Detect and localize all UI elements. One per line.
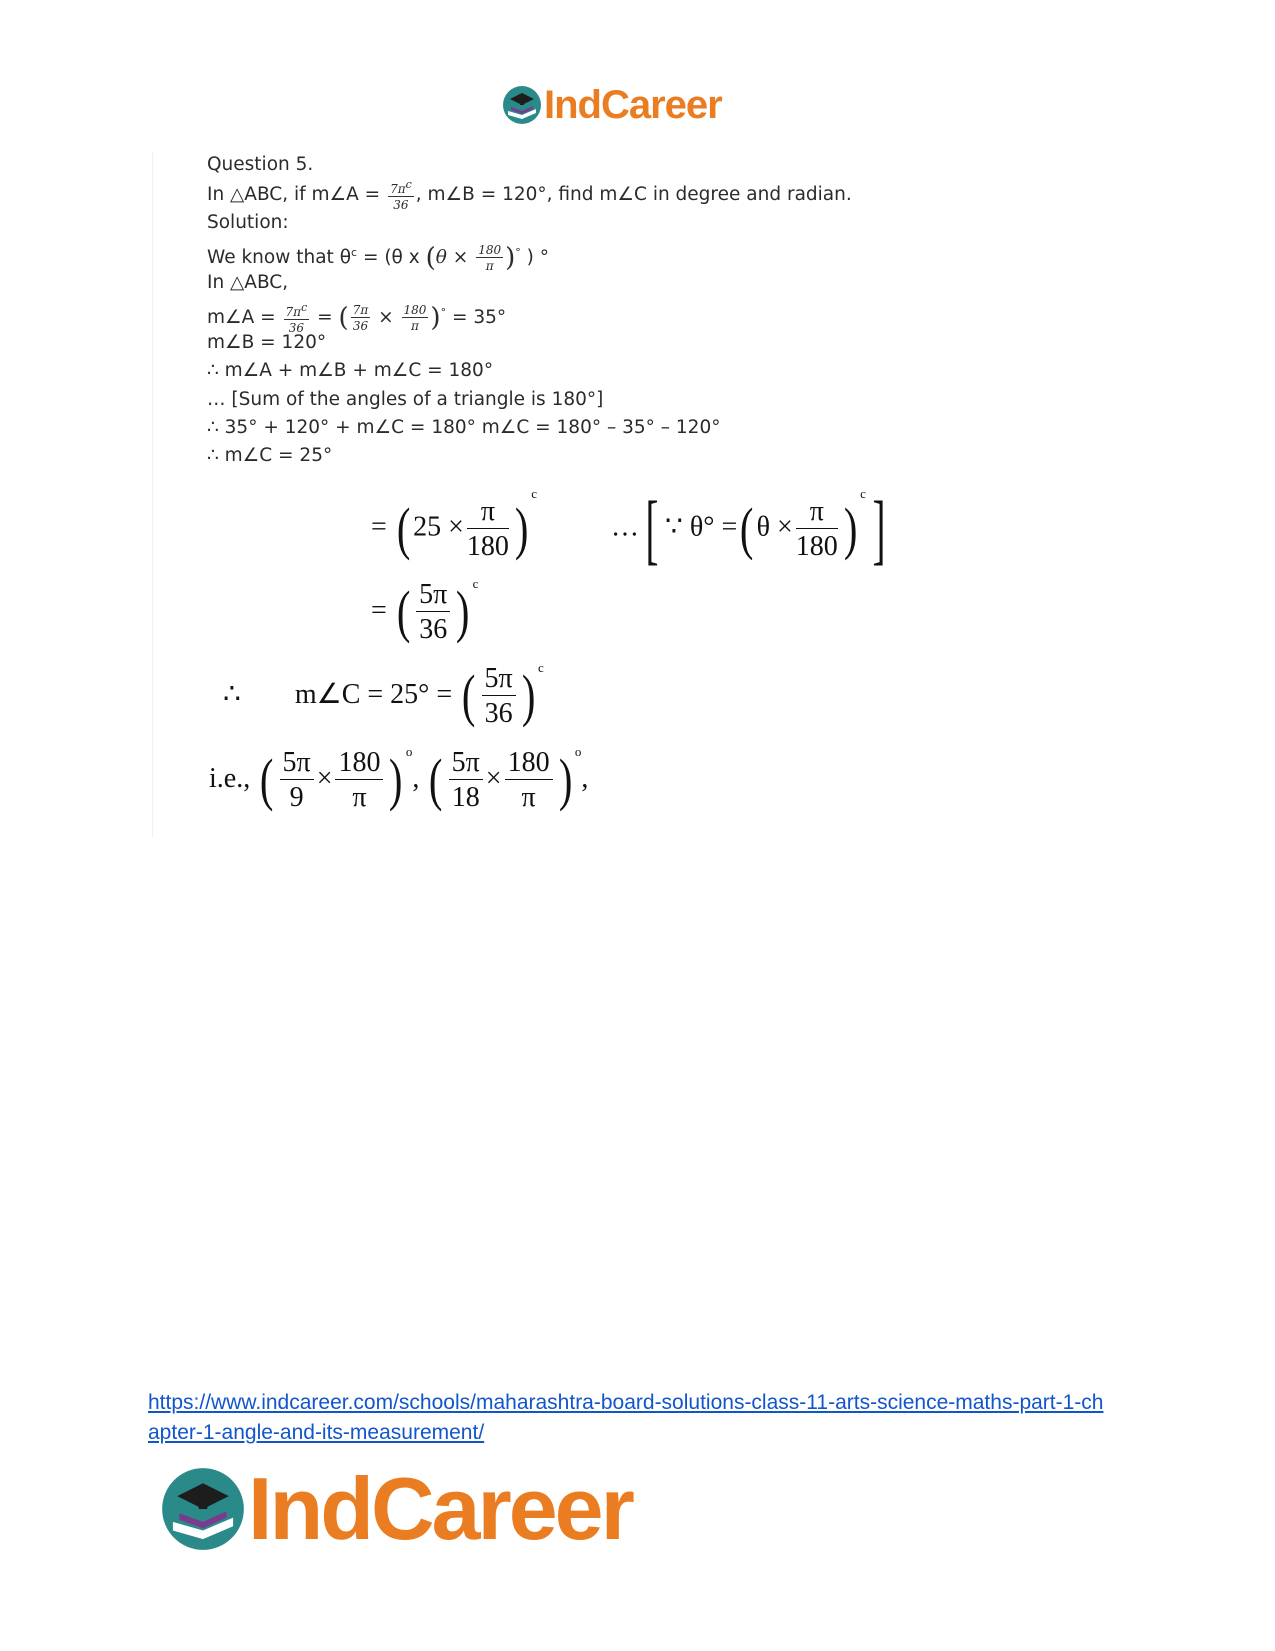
fraction: $\frac{180}{\pi}$ [505,748,553,813]
fraction: $\frac{7\pi c}{36}$ [390,178,412,212]
equation-angle-c: ∴ m∠C = 25° = ( $\frac{5\pi}{36}$ ) $^c$ [223,660,544,730]
fraction: $\frac{\pi}{180}$ [795,495,838,562]
equation-simplified: = ( $\frac{5\pi}{36}$ ) $^c$ [371,576,479,646]
logo-text: IndCareer [544,82,722,127]
graduation-cap-book-icon [160,1466,246,1552]
source-url-link[interactable]: https://www.indcareer.com/schools/maharashtra-board-solutions-class-11-arts-science-maths-part-1-chapter-1-angle-and-its-measurement/ [148,1391,1104,1444]
angle-a-line: m∠A = $\frac{7\pi c}{36}$ = ( $\frac{7\pi}{36}$ × $\frac{180}{\pi}$ )° = 35° [207,301,507,336]
logo-text: IndCareer [248,1459,632,1558]
fraction: $\frac{5\pi}{36}$ [416,580,450,645]
header-logo [502,80,722,130]
footer-logo [160,1459,632,1558]
fraction: $\frac{5\pi}{9}$ [280,748,314,813]
solution-label: Solution: [207,212,289,233]
equation-degree-forms: i.e., ( $\frac{5\pi}{9}$ × $\frac{180}{\pi}$ ) $^o$, ( $\frac{5\pi}{18}$ × $\frac{180}{\pi}$ ) $^o$, [209,744,589,814]
sum-line: ∴ m∠A + m∠B + m∠C = 180° [207,360,494,381]
fraction: $\frac{180}{\pi}$ [403,303,427,334]
fraction: $\frac{5\pi}{18}$ [449,748,483,813]
equation-radian-conversion: = ( 25 × $\frac{\pi}{180}$ )$^c$ …[ ∵ θ° =( θ × $\frac{\pi}{180}$ )$^c$] [371,485,886,572]
triangle-line: In △ABC, [207,272,289,293]
fraction: $\frac{5\pi}{36}$ [482,664,516,729]
fraction: $\frac{180}{\pi}$ [478,243,502,274]
reason-line: … [Sum of the angles of a triangle is 180°] [207,389,604,410]
calc-line: ∴ 35° + 120° + m∠C = 180° m∠C = 180° – 35° – 120° [207,417,721,438]
fraction: $\frac{\pi}{180}$ [466,495,509,562]
fraction: $\frac{7\pi c}{36}$ [285,301,308,336]
graduation-cap-book-icon [502,85,542,125]
formula-line: We know that $\theta^c = (\theta$ x (θ × $\frac{180}{\pi}$ )° ) ° [207,243,549,274]
angle-b-line: m∠B = 120° [207,332,327,353]
solution-panel [152,152,886,838]
question-title: Question 5. [207,154,314,175]
result-line: ∴ m∠C = 25° [207,445,333,466]
fraction: $\frac{180}{\pi}$ [335,748,383,813]
question-text: In △ABC, if m∠A = $\frac{7\pi c}{36}$ , m∠B = 120°, find m∠C in degree and radian. [207,178,852,212]
fraction: $\frac{7\pi}{36}$ [352,303,369,334]
